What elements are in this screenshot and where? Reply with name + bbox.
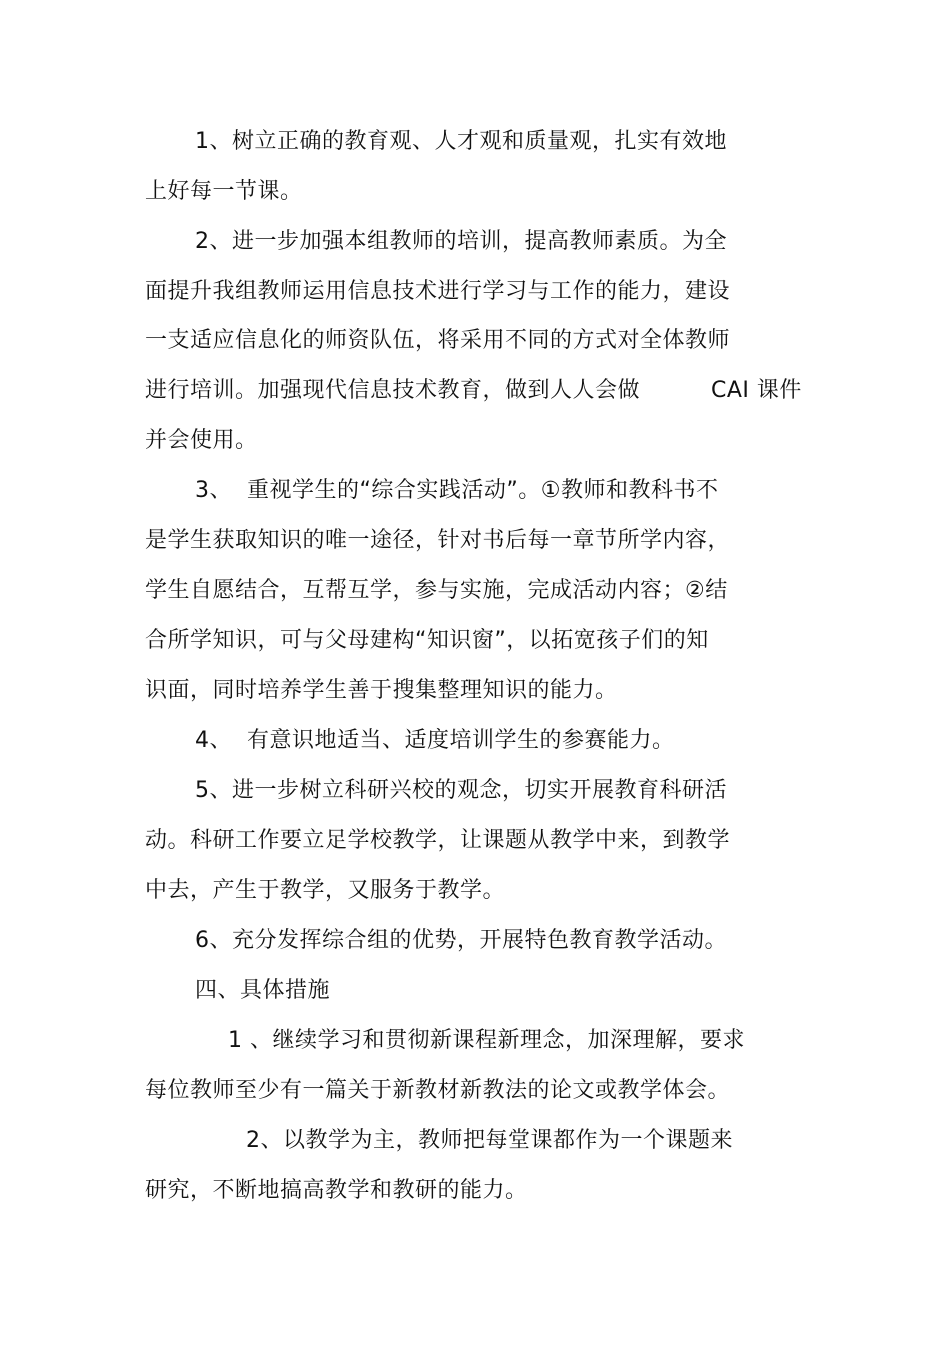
text-line: 进行培训。加强现代信息技术教育，做到人人会做 bbox=[145, 378, 641, 403]
text-line: 3、 重视学生的“综合实践活动”。①教师和教科书不 bbox=[195, 478, 719, 503]
text-line: 1 、继续学习和贯彻新课程新理念，加深理解，要求 bbox=[228, 1028, 745, 1053]
text-line: 面提升我组教师运用信息技术进行学习与工作的能力，建设 bbox=[145, 279, 731, 304]
section-heading: 四、具体措施 bbox=[195, 978, 331, 1003]
text-line: 2、以教学为主，教师把每堂课都作为一个课题来 bbox=[246, 1128, 733, 1153]
text-line: 研究，不断地搞高教学和教研的能力。 bbox=[145, 1178, 528, 1203]
text-line: 一支适应信息化的师资队伍，将采用不同的方式对全体教师 bbox=[145, 328, 731, 353]
text-line: 合所学知识，可与父母建构“知识窗”，以拓宽孩子们的知 bbox=[145, 628, 709, 653]
text-line: 每位教师至少有一篇关于新教材新教法的论文或教学体会。 bbox=[145, 1078, 731, 1103]
text-line: 5、进一步树立科研兴校的观念，切实开展教育科研活 bbox=[195, 778, 727, 803]
text-line: 是学生获取知识的唯一途径，针对书后每一章节所学内容， bbox=[145, 528, 731, 553]
text-line: 识面，同时培养学生善于搜集整理知识的能力。 bbox=[145, 678, 618, 703]
text-line: 并会使用。 bbox=[145, 428, 258, 453]
text-line: 动。科研工作要立足学校教学，让课题从教学中来，到教学 bbox=[145, 828, 731, 853]
text-line: 1、树立正确的教育观、人才观和质量观，扎实有效地 bbox=[195, 129, 727, 154]
text-line: CAI 课件 bbox=[711, 378, 802, 403]
text-line: 学生自愿结合，互帮互学，参与实施，完成活动内容；②结 bbox=[145, 578, 728, 603]
text-line: 2、进一步加强本组教师的培训，提高教师素质。为全 bbox=[195, 229, 727, 254]
text-line: 4、 有意识地适当、适度培训学生的参赛能力。 bbox=[195, 728, 675, 753]
text-line: 中去，产生于教学，又服务于教学。 bbox=[145, 878, 506, 903]
text-line: 6、充分发挥综合组的优势，开展特色教育教学活动。 bbox=[195, 928, 727, 953]
text-line: 上好每一节课。 bbox=[145, 179, 303, 204]
